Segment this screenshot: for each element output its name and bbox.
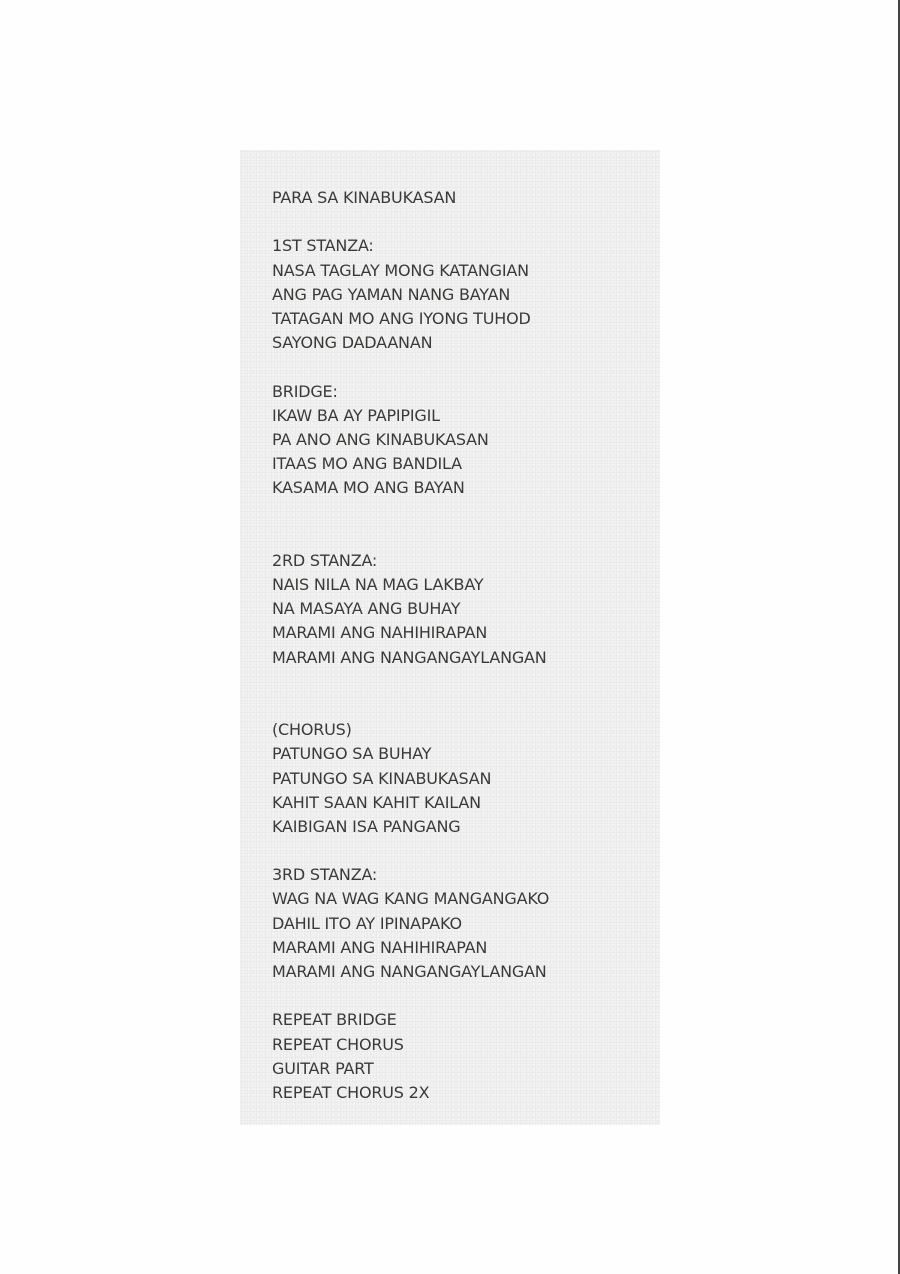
- lyric-line: PATUNGO SA KINABUKASAN: [272, 768, 492, 788]
- lyric-line: PATUNGO SA BUHAY: [272, 744, 432, 764]
- section-heading-bridge: BRIDGE:: [272, 381, 338, 401]
- lyric-line: ANG PAG YAMAN NANG BAYAN: [272, 284, 511, 304]
- lyric-line: MARAMI ANG NANGANGAYLANGAN: [272, 962, 547, 982]
- lyric-line: IKAW BA AY PAPIPIGIL: [272, 405, 440, 425]
- lyric-line: NA MASAYA ANG BUHAY: [272, 599, 461, 619]
- lyric-line: SAYONG DADAANAN: [272, 333, 433, 353]
- spacer: [272, 670, 652, 718]
- lyric-line: NAIS NILA NA MAG LAKBAY: [272, 575, 484, 595]
- lyric-line: DAHIL ITO AY IPINAPAKO: [272, 913, 462, 933]
- lyric-line: KAIBIGAN ISA PANGANG: [272, 816, 461, 836]
- instruction-line: GUITAR PART: [272, 1058, 374, 1078]
- lyric-line: KAHIT SAAN KAHIT KAILAN: [272, 792, 481, 812]
- lyrics-sheet: [240, 150, 660, 1125]
- spacer: [272, 500, 652, 548]
- instruction-line: REPEAT CHORUS 2X: [272, 1082, 430, 1102]
- lyric-line: MARAMI ANG NAHIHIRAPAN: [272, 623, 488, 643]
- song-title: PARA SA KINABUKASAN: [272, 188, 457, 207]
- lyric-line: NASA TAGLAY MONG KATANGIAN: [272, 260, 529, 280]
- spacer: [272, 210, 652, 234]
- lyric-line: PA ANO ANG KINABUKASAN: [272, 429, 489, 449]
- lyric-line: MARAMI ANG NAHIHIRAPAN: [272, 937, 488, 957]
- lyrics-text: [272, 186, 652, 1105]
- section-heading-2rd-stanza: 2RD STANZA:: [272, 550, 378, 570]
- instruction-line: REPEAT CHORUS: [272, 1034, 404, 1054]
- instruction-line: REPEAT BRIDGE: [272, 1010, 397, 1030]
- spacer: [272, 355, 652, 379]
- section-heading-chorus: (CHORUS): [272, 720, 352, 740]
- lyric-line: ITAAS MO ANG BANDILA: [272, 454, 462, 474]
- lyric-line: WAG NA WAG KANG MANGANGAKO: [272, 889, 550, 909]
- lyric-line: KASAMA MO ANG BAYAN: [272, 478, 465, 498]
- section-heading-1st-stanza: 1ST STANZA:: [272, 236, 374, 256]
- section-heading-3rd-stanza: 3RD STANZA:: [272, 865, 378, 885]
- spacer: [272, 984, 652, 1008]
- lyric-line: MARAMI ANG NANGANGAYLANGAN: [272, 647, 547, 667]
- lyric-line: TATAGAN MO ANG IYONG TUHOD: [272, 308, 531, 328]
- spacer: [272, 839, 652, 863]
